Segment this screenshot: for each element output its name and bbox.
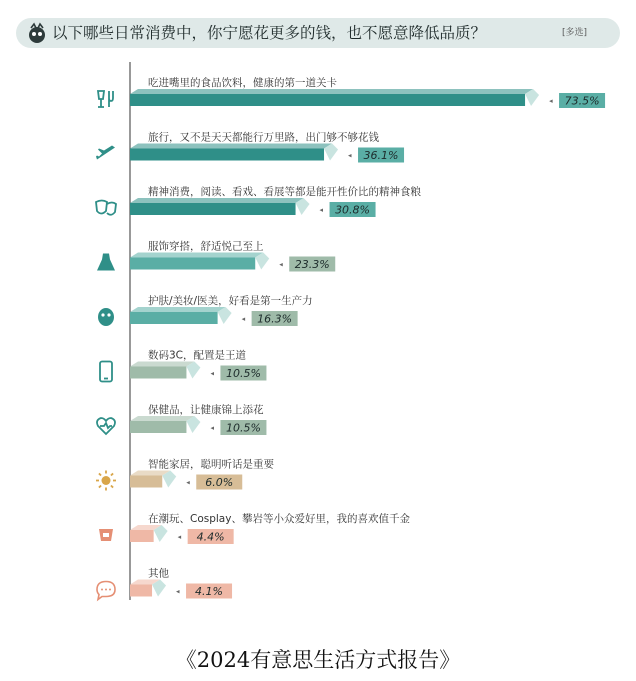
bar <box>130 149 324 161</box>
bar <box>130 312 218 324</box>
multi-select-tag: [多选] <box>562 28 588 38</box>
category-label: 服饰穿搭，舒适悦己至上 <box>148 240 264 253</box>
bar <box>130 476 162 488</box>
category-label: 保健品，让健康锦上添花 <box>148 404 264 416</box>
bar-top-face <box>130 253 263 258</box>
bar-chart <box>0 60 636 620</box>
category-label: 旅行，又不是天天都能行万里路，出门够不够花钱 <box>148 131 379 144</box>
value-pointer: ◂ <box>319 206 324 214</box>
bar <box>130 203 296 215</box>
category-label: 其他 <box>148 567 169 580</box>
value-pointer: ◂ <box>186 478 190 487</box>
cup-icon <box>99 529 113 541</box>
chat-bubble-icon <box>97 582 115 600</box>
value-pointer: ◂ <box>177 533 182 541</box>
category-label: 吃进嘴里的食品饮料，健康的第一道关卡 <box>148 77 337 89</box>
question-mascot-icon <box>26 22 48 44</box>
bar-top-face <box>130 307 226 312</box>
value-pointer: ◂ <box>279 260 283 269</box>
bar-top-face <box>130 362 194 367</box>
category-label: 智能家居，聪明听话是重要 <box>148 458 274 471</box>
smartphone-icon <box>100 362 112 382</box>
report-source: 《2024有意思生活方式报告》 <box>175 648 461 672</box>
value-label: 23.3% <box>294 258 330 271</box>
value-label: 73.5% <box>564 94 600 108</box>
value-label: 16.3% <box>257 312 293 326</box>
dress-icon <box>97 254 115 271</box>
bar <box>130 421 186 433</box>
bar-top-face <box>130 198 304 203</box>
value-label: 30.8% <box>335 203 371 217</box>
value-pointer: ◂ <box>348 151 352 160</box>
value-label: 10.5% <box>225 421 261 435</box>
face-mask-icon <box>98 308 114 326</box>
bar-top-face <box>130 144 332 149</box>
bar <box>130 585 152 597</box>
question-text: 以下哪些日常消费中，你宁愿花更多的钱，也不愿意降低品质？ <box>52 24 487 42</box>
category-label: 数码3C，配置是王道 <box>148 349 247 362</box>
category-label: 在潮玩、Cosplay、攀岩等小众爱好里，我的喜欢值千金 <box>148 513 410 525</box>
value-pointer: ◂ <box>176 587 180 596</box>
bar-top-face <box>130 89 533 94</box>
category-label: 精神消费，阅读、看戏、看展等都是能开性价比的精神食粮 <box>148 186 421 198</box>
bar <box>130 530 154 542</box>
bar <box>130 258 255 270</box>
value-pointer: ◂ <box>549 97 553 105</box>
value-pointer: ◂ <box>241 315 246 323</box>
value-label: 36.1% <box>363 149 399 162</box>
bar <box>130 94 525 106</box>
value-label: 4.1% <box>195 585 224 598</box>
airplane-icon <box>96 146 115 160</box>
value-pointer: ◂ <box>210 369 214 378</box>
value-pointer: ◂ <box>210 424 214 432</box>
theater-masks-icon <box>96 201 116 215</box>
wine-glass-icon <box>98 91 113 107</box>
heart-health-icon <box>97 418 115 434</box>
category-label: 护肤/美妆/医美，好看是第一生产力 <box>148 295 313 307</box>
sun-icon <box>96 471 116 491</box>
value-label: 10.5% <box>225 367 261 380</box>
bar <box>130 367 186 379</box>
bar-top-face <box>130 416 194 421</box>
value-label: 6.0% <box>205 476 234 489</box>
value-label: 4.4% <box>196 530 225 544</box>
